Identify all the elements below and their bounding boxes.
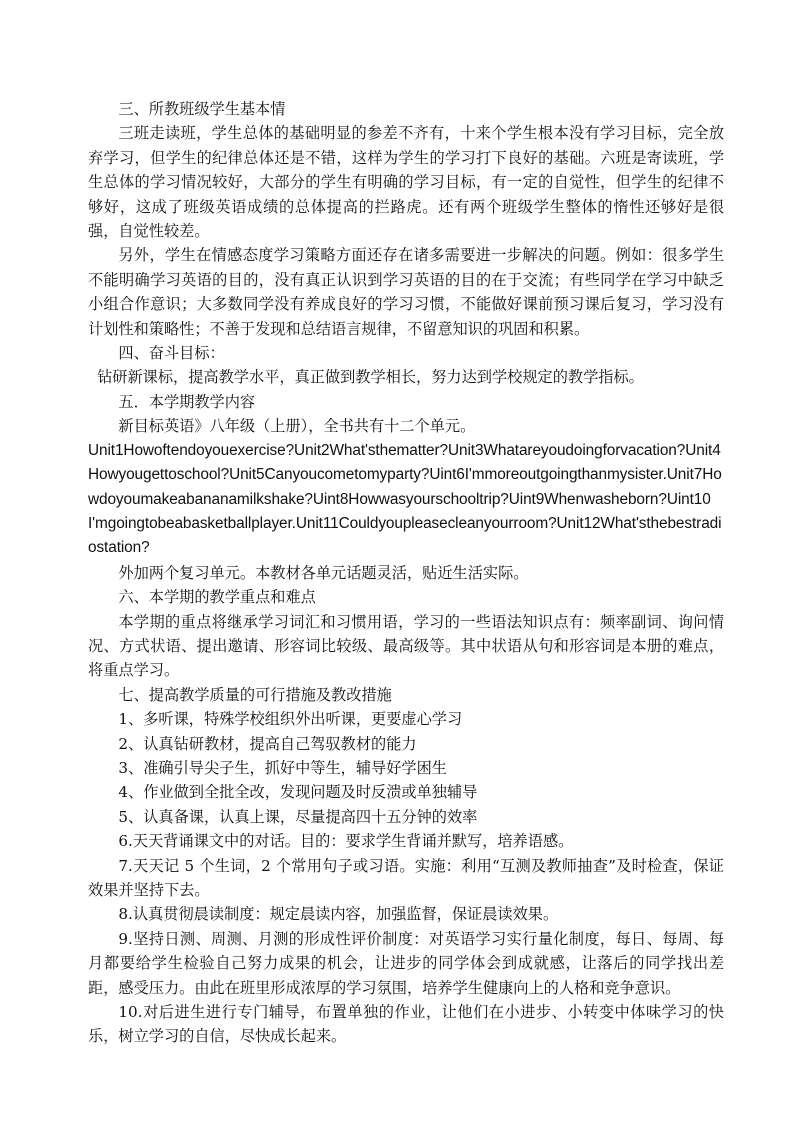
measure-item: 7.天天记 5 个生词，2 个常用句子或习语。实施：利用“互测及教师抽查”及时检查，保证效果并坚持下去。 [88, 856, 724, 899]
section-5-unit-list: Unit1Howoftendoyouexercise?Unit2What'sthematter?Unit3Whatareyoudoingforvacation?Unit4Howyougettoschool?Unit5Canyoucometomyparty?Uint6I'mmoreoutgoingthanmysister.Unit7Howdoyoumakeabananamilkshake?Uint8Howwasyourschooltrip?Uint9Whenwasheborn?Uint10I'mgoingtobeabasketballplayer.Unit11Couldyoupleasecleanyourroom?Unit12What'sthebestradiostation? [88, 441, 722, 557]
measure-item: 8.认真贯彻晨读制度：规定晨读内容，加强监督，保证晨读效果。 [118, 905, 559, 924]
measure-item: 1、多听课，特殊学校组织外出听课，更要虚心学习 [118, 710, 463, 729]
section-4-paragraph-1: 钻研新课标，提高教学水平，真正做到教学相长，努力达到学校规定的教学指标。 [97, 368, 644, 387]
section-3-title: 三、所教班级学生基本情 [118, 100, 286, 118]
section-5-title: 五．本学期教学内容 [118, 392, 256, 411]
section-3-paragraph-1: 三班走读班，学生总体的基础明显的参差不齐有，十来个学生根本没有学习目标，完全放弃学习，但学生的纪律总体还是不错，这样为学生的学习打下良好的基础。六班是寄读班，学生总体的学习情况较好，大部分的学生有明确的学习目标，有一定的自觉性，但学生的纪律不够好，这成了班级英语成绩的总体提高的拦路虎。还有两个班级学生整体的惰性还够好是很强，自觉性较差。 [88, 124, 724, 241]
section-7-title: 七、提高教学质量的可行措施及教改措施 [118, 685, 392, 704]
section-6-paragraph-1: 本学期的重点将继承学习词汇和习惯用语，学习的一些语法知识点有：频率副词、询问情况、方式状语、提出邀请、形容词比较级、最高级等。其中状语从句和形容词是本册的难点，将重点学习。 [88, 612, 724, 680]
measure-item: 6.天天背诵课文中的对话。目的：要求学生背诵并默写，培养语感。 [118, 832, 574, 851]
measure-item: 2、认真钻研教材，提高自己驾驭教材的能力 [118, 734, 417, 753]
measure-item: 10.对后进生进行专门辅导，布置单独的作业，让他们在小进步、小转变中体味学习的快乐，树立学习的自信，尽快成长起来。 [88, 1003, 724, 1046]
section-3-paragraph-2: 另外，学生在情感态度学习策略方面还存在诸多需要进一步解决的问题。例如：很多学生不能明确学习英语的目的，没有真正认识到学习英语的目的在于交流；有些同学在学习中缺乏小组合作意识；大多数同学没有养成良好的学习习惯，不能做好课前预习课后复习，学习没有计划性和策略性；不善于发现和总结语言规律，不留意知识的巩固和积累。 [88, 246, 724, 338]
section-5-paragraph-2: 外加两个复习单元。本教材各单元话题灵活，贴近生活实际。 [118, 563, 529, 582]
measure-item: 3、准确引导尖子生，抓好中等生，辅导好学困生 [118, 758, 447, 777]
section-5-paragraph-1: 新目标英语》八年级（上册），全书共有十二个单元。 [118, 417, 476, 436]
section-6-title: 六、本学期的教学重点和难点 [118, 588, 316, 607]
document-page [88, 97, 724, 1049]
measure-item: 4、作业做到全批全改，发现问题及时反溃或单独辅导 [118, 783, 478, 802]
measure-item: 9.坚持日测、周测、月测的形成性评价制度：对英语学习实行量化制度，每日、每周、每月都要给学生检验自己努力成果的机会，让进步的同学体会到成就感，让落后的同学找出差距，感受压力。由此在班里形成浓厚的学习氛围，培养学生健康向上的人格和竞争意识。 [88, 929, 724, 997]
measure-item: 5、认真备课，认真上课，尽量提高四十五分钟的效率 [118, 807, 478, 826]
section-4-title: 四、奋斗目标： [118, 344, 225, 363]
